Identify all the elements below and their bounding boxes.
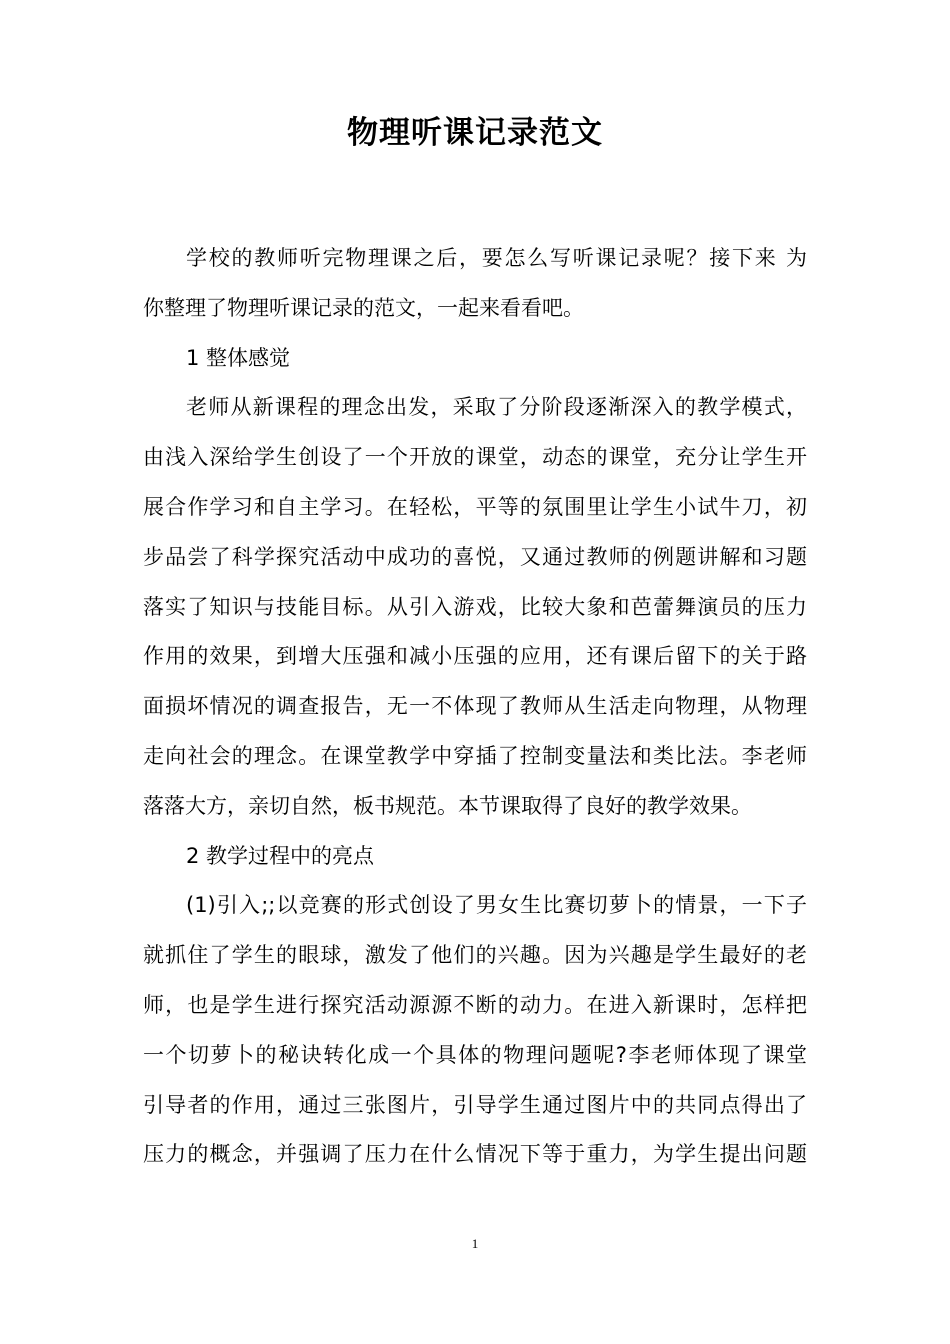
document-body — [143, 234, 807, 1180]
paragraph-line: 落实了知识与技能目标。从引入游戏，比较大象和芭蕾舞演员的压力 — [143, 594, 807, 619]
paragraph-line: 引导者的作用，通过三张图片，引导学生通过图片中的共同点得出了 — [143, 1092, 807, 1117]
paragraph-line: 展合作学习和自主学习。在轻松，平等的氛围里让学生小试牛刀，初 — [143, 494, 807, 519]
paragraph-line: 面损坏情况的调查报告，无一不体现了教师从生活走向物理，从物理 — [143, 694, 807, 719]
section-heading: 2 教学过程中的亮点 — [186, 843, 375, 868]
paragraph-line: 作用的效果，到增大压强和减小压强的应用，还有课后留下的关于路 — [143, 644, 807, 669]
paragraph-line: 压力的概念，并强调了压力在什么情况下等于重力，为学生提出问题 — [143, 1142, 807, 1167]
paragraph-line: 步品尝了科学探究活动中成功的喜悦，又通过教师的例题讲解和习题 — [143, 544, 807, 569]
paragraph-line: 老师从新课程的理念出发，采取了分阶段逐渐深入的教学模式， — [186, 395, 807, 420]
intro-line: 你整理了物理听课记录的范文，一起来看看吧。 — [143, 295, 584, 320]
page-number: 1 — [471, 1236, 479, 1251]
paragraph-line: (1)引入;;以竞赛的形式创设了男女生比赛切萝卜的情景，一下子 — [186, 893, 807, 918]
section-heading: 1 整体感觉 — [186, 345, 291, 370]
intro-line: 学校的教师听完物理课之后，要怎么写听课记录呢？接下来 为 — [186, 246, 807, 270]
paragraph-line: 走向社会的理念。在课堂教学中穿插了控制变量法和类比法。李老师 — [143, 743, 807, 768]
paragraph-line: 一个切萝卜的秘诀转化成一个具体的物理问题呢?李老师体现了课堂 — [143, 1042, 807, 1067]
document-title: 物理听课记录范文 — [347, 115, 603, 151]
paragraph-line: 师，也是学生进行探究活动源源不断的动力。在进入新课时，怎样把 — [143, 992, 807, 1017]
paragraph-line: 落落大方，亲切自然，板书规范。本节课取得了良好的教学效果。 — [143, 793, 752, 818]
paragraph-line: 就抓住了学生的眼球，激发了他们的兴趣。因为兴趣是学生最好的老 — [143, 943, 807, 968]
paragraph-line: 由浅入深给学生创设了一个开放的课堂，动态的课堂，充分让学生开 — [143, 445, 807, 470]
